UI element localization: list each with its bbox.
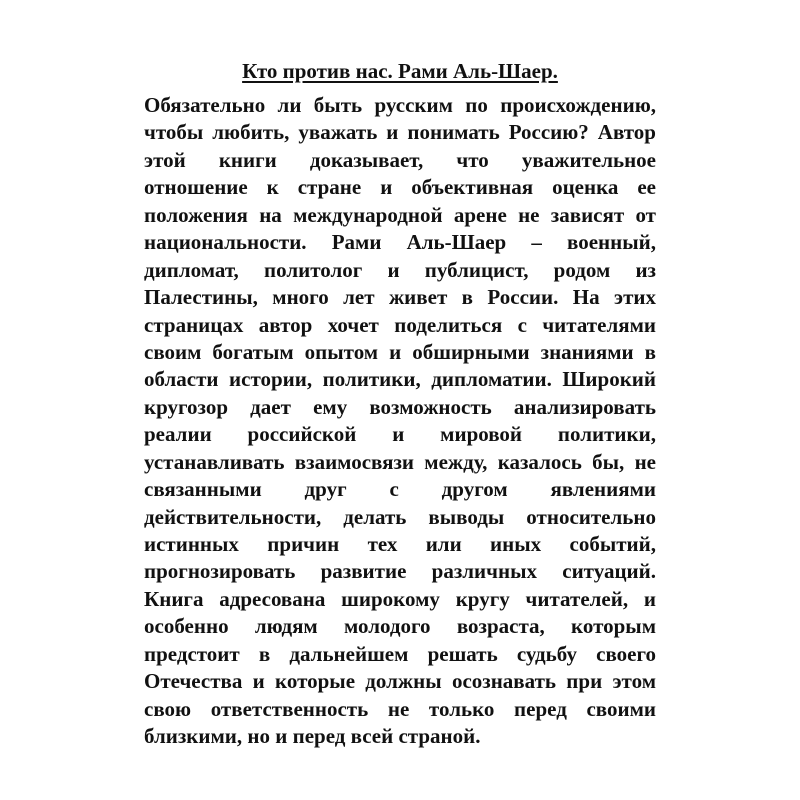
- document-title: Кто против нас. Рами Аль-Шаер.: [242, 59, 558, 83]
- text-line: действительности, делать выводы относительно: [144, 504, 656, 529]
- text-line: кругозор дает ему возможность анализировать: [144, 394, 656, 419]
- text-line: реалии российской и мировой политики,: [144, 422, 656, 447]
- text-line: Книга адресована широкому кругу читателей, и: [144, 586, 656, 611]
- text-line: свою ответственность не только перед своими: [144, 696, 656, 721]
- description-paragraph: [144, 92, 656, 751]
- text-line: чтобы любить, уважать и понимать Россию? Автор: [144, 120, 656, 145]
- text-line: области истории, политики, дипломатии. Широкий: [144, 367, 656, 392]
- text-line: Обязательно ли быть русским по происхождению,: [144, 93, 656, 117]
- text-line: прогнозировать развитие различных ситуаций.: [144, 559, 656, 584]
- text-line: особенно людям молодого возраста, которым: [144, 614, 656, 639]
- text-line: истинных причин тех или иных событий,: [144, 532, 656, 556]
- text-line: Палестины, много лет живет в России. На этих: [144, 285, 656, 310]
- text-line: устанавливать взаимосвязи между, казалось бы, не: [144, 449, 656, 474]
- text-line: отношение к стране и объективная оценка ее: [144, 175, 656, 200]
- text-line: этой книги доказывает, что уважительное: [144, 147, 656, 172]
- text-line: предстоит в дальнейшем решать судьбу своего: [144, 641, 656, 666]
- text-line: связанными друг с другом явлениями: [144, 477, 656, 502]
- text-line: близкими, но и перед всей страной.: [144, 724, 481, 749]
- text-line: Отечества и которые должны осознавать при этом: [144, 669, 656, 694]
- text-line: своим богатым опытом и обширными знаниями в: [144, 339, 656, 364]
- text-line: страницах автор хочет поделиться с читателями: [144, 312, 656, 337]
- text-line: национальности. Рами Аль-Шаер – военный,: [144, 230, 656, 255]
- text-line: дипломат, политолог и публицист, родом из: [144, 257, 656, 282]
- text-line: положения на международной арене не зависят от: [144, 202, 656, 227]
